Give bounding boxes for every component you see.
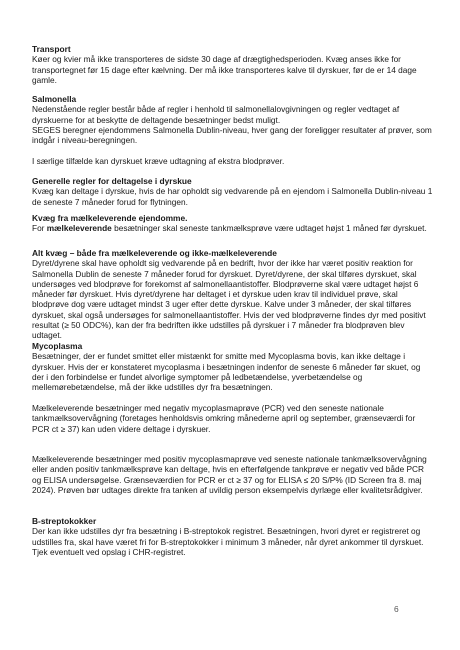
section-mycoplasma-p3 <box>32 454 434 495</box>
section-general-rules <box>32 176 434 207</box>
paragraph: Der kan ikke udstilles dyr fra besætning i B-streptokok registret. Besætningen, hvori dyret er registreret og udstilles fra, skal have været fri for B-streptokokker i minimum 3 måneder, når dyret ankommer til dyrskuet. Tjek eventuelt ved opslag i CHR-registret. <box>32 526 424 557</box>
lead-text: For <box>32 223 47 234</box>
section-b-streptococci <box>32 516 434 557</box>
paragraph: Kvæg kan deltage i dyrskue, hvis de har opholdt sig vedvarende på en ejendom i Salmonella Dublin-niveau 1 de seneste 7 måneder forud for flytningen. <box>32 186 433 207</box>
paragraph: Køer og kvier må ikke transporteres de sidste 30 dage af drægtighedsperioden. Kvæg anses ikke for transportegnet før 15 dage efter kælvning. Der må ikke transporteres kalve til dyrskuer, før de er 14 dage gamle. <box>32 54 417 85</box>
section-mycoplasma-p2 <box>32 403 434 434</box>
section-heading: Kvæg fra mælkeleverende ejendomme. <box>32 213 188 223</box>
section-salmonella <box>32 94 434 125</box>
section-heading: Mycoplasma <box>32 341 83 351</box>
section-heading: Alt kvæg – både fra mælkeleverende og ikke-mælkeleverende <box>32 248 277 258</box>
paragraph: I særlige tilfælde kan dyrskuet kræve udtagning af ekstra blodprøver. <box>32 156 285 166</box>
lead-bold-text: mælkeleverende <box>46 223 112 234</box>
lead-text-rest: besætninger skal seneste tankmælksprøve være udtaget højst 1 måned før dyrskuet. <box>111 223 427 234</box>
section-heading: Transport <box>32 44 71 54</box>
paragraph: Mælkeleverende besætninger med positiv mycoplasmaprøve ved seneste nationale tankmælksovervågning eller anden positiv tankmælksprøve kan deltage, hvis en efterfølgende tankprøve er negativ ved både PCR og ELISA undersøgelse. Grænseværdien for PCR er ct ≥ 37 og for ELISA ≤ 20 S/P% (ID Screen fra 8. maj 2024). Prøven bør udtages direkte fra tanken af uvildig person eksempelvis dyrlæge eller kvalitetsrådgiver. <box>32 454 427 495</box>
section-salmonella-p2 <box>32 125 434 146</box>
section-heading: Salmonella <box>32 94 77 104</box>
section-transport <box>32 44 434 85</box>
section-salmonella-p3 <box>32 156 434 166</box>
paragraph: SEGES beregner ejendommens Salmonella Dublin-niveau, hver gang der foreligger resultater af prøver, som indgår i niveau-beregningen. <box>32 125 432 146</box>
section-heading: B-streptokokker <box>32 516 97 526</box>
paragraph: Dyret/dyrene skal have opholdt sig vedvarende på en bedrift, hvor der ikke har været positiv reaktion for Salmonella Dublin de seneste 7 måneder forud for dyrskuet. Dyret/dyrene, der skal tilføres dyrskuet, skal undersøges ved blodprøve for forekomst af salmonellaantistoffer. Blodprøverne skal være udtaget højst 6 måneder før dyrskuet. Hvis dyret/dyrene har deltaget i et dyrskue uden krav til individuel prøve, skal blodprøve dog være udtaget mindst 3 uger efter dette dyrskue. Kalve under 3 måneder, der skal tilføres dyrskuet, skal også undersøges for salmonellaantistoffer. Hvis der ved blodprøverne findes dyr med positivt resultat (≥ 50 ODC%), kan der fra bedriften ikke udstilles på dyrskuer i 7 måneder fra blodprøven blev udtaget. <box>32 258 426 340</box>
paragraph: Mælkeleverende besætninger med negativ mycoplasmaprøve (PCR) ved den seneste nationale tankmælksovervågning (foretages henholdsvis omkring månederne april og september, grænseværdi for PCR ct ≥ 37) kan uden videre deltage i dyrskuer. <box>32 403 416 434</box>
section-mycoplasma <box>32 341 434 392</box>
paragraph: Nedenstående regler består både af regler i henhold til salmonellalovgivningen og regler vedtaget af dyrskuerne for at beskytte de deltagende besætninger bedst muligt. <box>32 104 400 125</box>
section-all-cattle <box>32 248 434 340</box>
page-number: 6 <box>394 604 399 614</box>
paragraph <box>32 223 434 233</box>
paragraph: Besætninger, der er fundet smittet eller mistænkt for smitte med Mycoplasma bovis, kan ikke deltage i dyrskuer. Hvis der er konstateret mycoplasma i besætningen indenfor de seneste 6 måneder før skuet, og der i den forbindelse er fundet alvorlige symptomer på ledbetændelse, yverbetændelse og mellemørebetændelse, må der ikke udstilles dyr fra besætningen. <box>32 351 421 392</box>
section-milk-delivering <box>32 213 434 234</box>
section-heading: Generelle regler for deltagelse i dyrskue <box>32 176 192 186</box>
